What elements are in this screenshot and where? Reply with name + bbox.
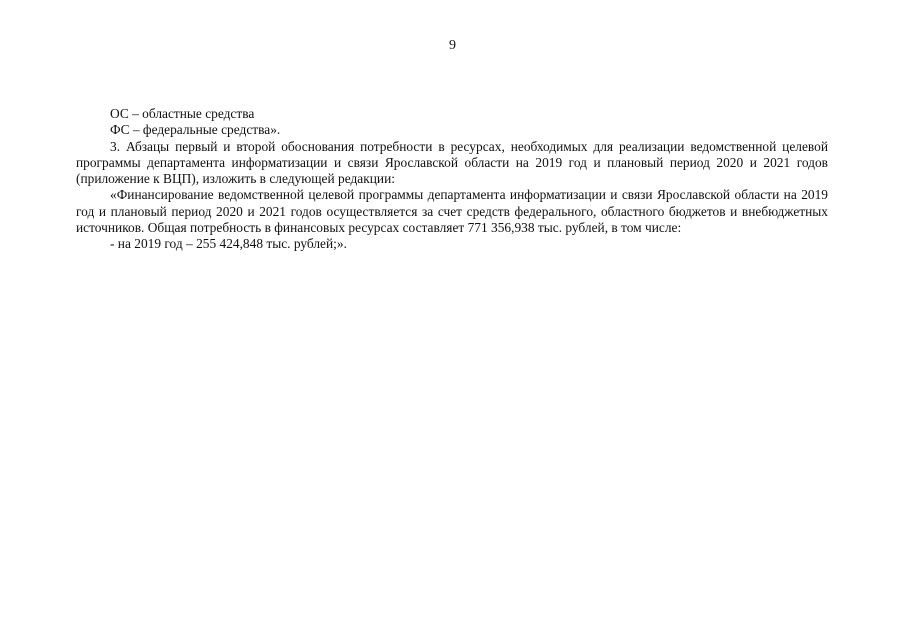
paragraph-fs-definition: ФС – федеральные средства». [110,122,281,138]
paragraph-os-definition: ОС – областные средства [110,106,255,121]
page-number: 9 [449,38,456,53]
paragraph-financing: «Финансирование ведомственной целевой программы департамента информатизации и связи Ярославской области на 2019 год и плановый период 2020 и 2021 годов осуществляется за счет средств федерального, областного бюджетов и внебюджетных источников. Общая потребность в финансовых ресурсах составляет 771 356,938 тыс. рублей, в том числе: [76,187,828,236]
paragraph-item-3: 3. Абзацы первый и второй обоснования потребности в ресурсах, необходимых для реализации ведомственной целевой программы департамента информатизации и связи Ярославской области на 2019 год и плановый период 2020 и 2021 годов (приложение к ВЦП), изложить в следующей редакции: [76,138,828,187]
paragraph-2019-amount: - на 2019 год – 255 424,848 тыс. рублей;». [110,236,347,252]
document-body [76,106,828,253]
